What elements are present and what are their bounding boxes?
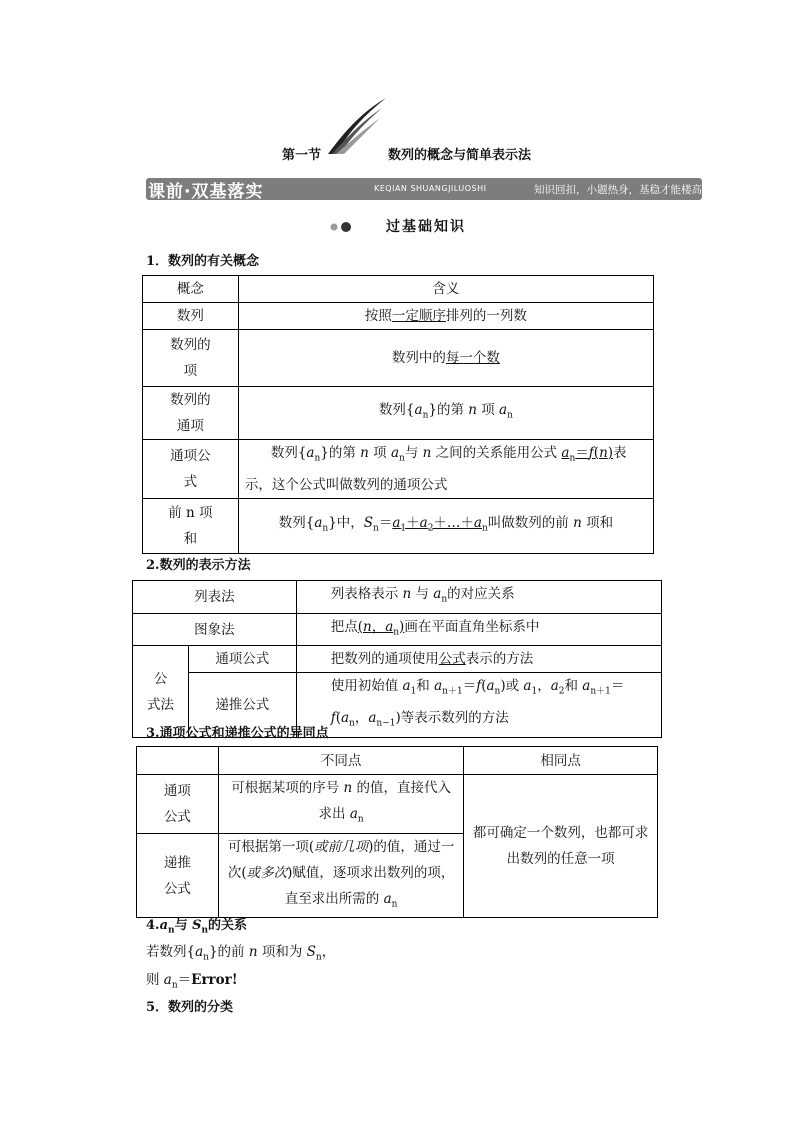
section-4-heading: $4.a_n$与 $S_n$的关系 [146, 918, 248, 936]
definition-cell: 数列中的每一个数 [238, 330, 653, 387]
term-cell: 数列的 项 [143, 330, 239, 387]
term-cell: 前 n 项 和 [143, 498, 239, 553]
description-cell: 列表格表示 n 与 $a_n$的对应关系 [296, 581, 661, 614]
representation-table [132, 580, 662, 738]
relation-line-2: 则 $a_n=Error$! [146, 972, 238, 991]
method-cell: 递推公式 [188, 673, 296, 737]
description-cell: 把点(n，$a_n$)画在平面直角坐标系中 [296, 613, 661, 646]
section-title-row [0, 144, 794, 164]
definition-cell: 按照一定顺序排列的一列数 [238, 303, 653, 330]
banner-label: 课前·双基落实 [148, 182, 264, 202]
method-cell: 图象法 [133, 613, 297, 646]
formula-type-cell: 递推 公式 [137, 833, 219, 918]
method-cell: 列表法 [133, 581, 297, 614]
section-5-heading: 5．数列的分类 [146, 1000, 234, 1015]
table-header: 相同点 [464, 747, 658, 775]
subheading-text: 过基础知识 [386, 219, 466, 235]
comparison-table [136, 746, 658, 918]
term-cell: 通项公 式 [143, 440, 239, 499]
method-group-cell: 公 式法 [133, 646, 189, 737]
banner-slogan: 知识回扣，小题热身，基稳才能楼高 [534, 184, 702, 196]
banner-pinyin: KEQIAN SHUANGJILUOSHI [374, 184, 487, 193]
difference-cell: 可根据第一项(或前几项)的值，通过一次(或多次)赋值，逐项求出数列的项，直至求出所需的 $a_n$ [218, 833, 464, 918]
definition-cell: 数列$\{a_n\}$中，$S_n=a_1+a_2+\dots+a_n$叫做数列的前 n 项和 [238, 498, 653, 553]
description-cell: 使用初始值 $a_1$和 $a_{n+1}=f(a_n)$或 $a_1$，$a_2$和 $a_{n+1}=f(a_n$，$a_{n-1}$)等表示数列的方法 [296, 673, 661, 737]
description-cell: 把数列的通项使用公式表示的方法 [296, 646, 661, 673]
difference-cell: 可根据某项的序号 n 的值，直接代入求出 $a_n$ [218, 775, 464, 834]
concept-table [142, 275, 654, 554]
table-header [137, 747, 219, 775]
term-cell: 数列 [143, 303, 239, 330]
table-header: 含义 [238, 276, 653, 303]
page-title: 数列的概念与简单表示法 [388, 148, 532, 163]
definition-cell: 数列$\{a_n\}$的第 n 项 $a_n$ [238, 387, 653, 440]
method-cell: 通项公式 [188, 646, 296, 673]
lesson-banner [146, 178, 702, 200]
section-3-heading: 3.通项公式和递推公式的异同点 [146, 726, 329, 741]
section-1-heading: 1．数列的有关概念 [146, 254, 260, 269]
formula-type-cell: 通项 公式 [137, 775, 219, 834]
section-2-heading: 2.数列的表示方法 [146, 558, 251, 573]
section-number: 第一节 [282, 148, 322, 163]
table-header: 不同点 [218, 747, 464, 775]
definition-cell: 数列$\{a_n\}$的第 n 项 $a_n$与 n 之间的关系能用公式 $a_n=f(n)$表示，这个公式叫做数列的通项公式 [238, 440, 653, 499]
dots-icon [330, 221, 354, 233]
common-cell: 都可确定一个数列，也都可求出数列的任意一项 [464, 775, 658, 918]
term-cell: 数列的 通项 [143, 387, 239, 440]
relation-line-1: 若数列$\{a_n\}$的前 n 项和为 $S_n$， [146, 944, 336, 963]
table-header: 概念 [143, 276, 239, 303]
